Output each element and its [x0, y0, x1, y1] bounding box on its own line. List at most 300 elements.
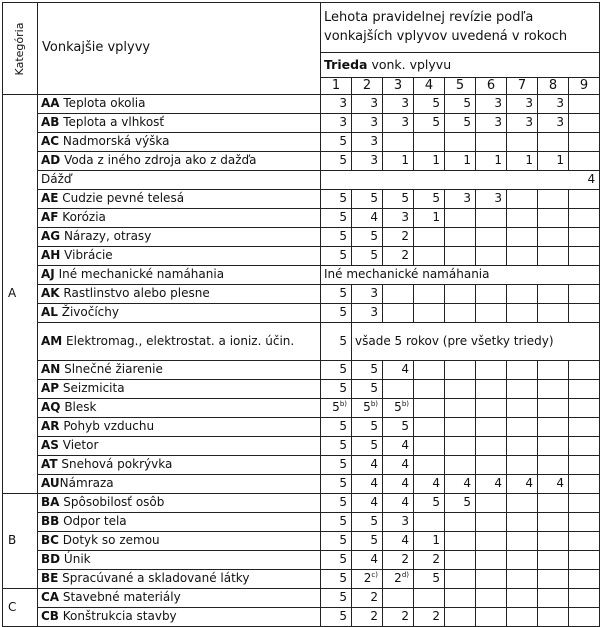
value-cell — [352, 152, 383, 171]
value-cell — [538, 532, 569, 551]
value-text: 5 — [339, 457, 347, 472]
influence-label: Spôsobilosť osôb — [59, 495, 165, 510]
value-text: 2 — [363, 571, 372, 586]
value-cell — [321, 570, 352, 589]
influence-code: AF — [41, 210, 59, 225]
influence-code: AA — [41, 96, 60, 111]
value-cell — [321, 380, 352, 399]
influence-label: Teplota okolia — [59, 96, 146, 111]
influence-name — [38, 171, 321, 190]
value-cell — [414, 285, 445, 304]
value-cell — [414, 209, 445, 228]
influence-label: Slnečné žiarenie — [60, 362, 163, 377]
value-cell — [569, 589, 600, 608]
table-row — [3, 380, 600, 399]
table-row — [3, 285, 600, 304]
value-cell — [569, 551, 600, 570]
value-text: 5 — [370, 229, 378, 244]
value-text: 5 — [339, 362, 347, 377]
value-cell — [507, 190, 538, 209]
value-cell — [352, 361, 383, 380]
influence-code: CB — [41, 609, 59, 624]
value-cell — [476, 247, 507, 266]
value-cell — [383, 114, 414, 133]
value-cell — [352, 399, 383, 418]
influence-name — [38, 551, 321, 570]
value-cell — [352, 133, 383, 152]
value-cell — [538, 152, 569, 171]
influence-name — [38, 380, 321, 399]
value-text: 2 — [401, 609, 409, 624]
category-a: A — [3, 95, 38, 494]
table-row — [3, 513, 600, 532]
value-cell — [414, 95, 445, 114]
influence-code: BB — [41, 514, 60, 529]
value-cell — [538, 133, 569, 152]
value-cell — [321, 114, 352, 133]
value-cell — [321, 361, 352, 380]
value-cell — [383, 247, 414, 266]
value-text: 1 — [525, 153, 533, 168]
value-cell — [476, 152, 507, 171]
class-header-4: 4 — [414, 78, 445, 95]
influence-code: AE — [41, 191, 59, 206]
influence-code: AB — [41, 115, 60, 130]
value-text: 5 — [432, 191, 440, 206]
value-cell — [321, 494, 352, 513]
value-text: 5 — [370, 533, 378, 548]
value-cell — [414, 532, 445, 551]
value-text: 4 — [401, 495, 409, 510]
value-text: 3 — [370, 115, 378, 130]
influence-code: AT — [41, 457, 58, 472]
value-cell — [383, 209, 414, 228]
header-vonkajsie-vplyvy: Vonkajšie vplyvy — [38, 3, 321, 95]
value-cell — [352, 95, 383, 114]
value-text: 3 — [463, 191, 471, 206]
value-cell — [321, 152, 352, 171]
value-text: 3 — [370, 96, 378, 111]
value-cell — [569, 95, 600, 114]
value-text: 4 — [401, 457, 409, 472]
value-text: 3 — [401, 514, 409, 529]
value-text: 2 — [370, 609, 378, 624]
value-text: 4 — [401, 438, 409, 453]
value-cell — [476, 304, 507, 323]
class-header-2: 2 — [352, 78, 383, 95]
value-cell — [569, 114, 600, 133]
value-text: 5 — [370, 191, 378, 206]
value-text: 4 — [370, 552, 378, 567]
value-cell — [538, 95, 569, 114]
value-cell — [352, 513, 383, 532]
value-text: 5 — [432, 495, 440, 510]
value-cell — [383, 437, 414, 456]
category-c: C — [3, 589, 38, 627]
influence-name — [38, 570, 321, 589]
influence-label: Voda z iného zdroja ako z dažďa — [60, 153, 257, 168]
influence-name — [38, 456, 321, 475]
value-text: 3 — [556, 96, 564, 111]
influence-code: CA — [41, 590, 60, 605]
value-cell — [538, 399, 569, 418]
value-cell — [414, 247, 445, 266]
influence-code: AD — [41, 153, 61, 168]
value-text: 5 — [339, 248, 347, 263]
value-cell — [352, 532, 383, 551]
influence-name — [38, 114, 321, 133]
influence-name — [38, 247, 321, 266]
value-cell — [476, 513, 507, 532]
value-cell — [445, 475, 476, 494]
influence-name — [38, 532, 321, 551]
footnote-marker: b) — [339, 400, 347, 409]
category-b: B — [3, 494, 38, 589]
class-header-1: 1 — [321, 78, 352, 95]
value-cell — [321, 133, 352, 152]
value-cell — [383, 95, 414, 114]
value-cell — [538, 513, 569, 532]
influence-code: AC — [41, 134, 60, 149]
value-cell — [476, 114, 507, 133]
value-cell — [321, 513, 352, 532]
value-cell — [414, 570, 445, 589]
influence-label: Nárazy, otrasy — [60, 229, 152, 244]
influence-name — [38, 437, 321, 456]
value-cell — [321, 551, 352, 570]
value-text: 5 — [339, 514, 347, 529]
value-text: 5 — [339, 153, 347, 168]
influence-label: Snehová pokrývka — [57, 457, 173, 472]
value-cell — [321, 399, 352, 418]
value-text: 3 — [494, 191, 502, 206]
table-row — [3, 247, 600, 266]
value-cell — [507, 494, 538, 513]
influence-label: Pohyb vzduchu — [59, 419, 155, 434]
table-row — [3, 437, 600, 456]
influence-code: AP — [41, 381, 60, 396]
influence-name — [38, 228, 321, 247]
value-text: 5 — [463, 495, 471, 510]
value-text: 3 — [370, 305, 378, 320]
value-text: 5 — [363, 400, 371, 415]
value-cell — [569, 304, 600, 323]
value-text: 1 — [556, 153, 564, 168]
value-cell — [569, 456, 600, 475]
influence-name — [38, 285, 321, 304]
value-text: 4 — [370, 495, 378, 510]
value-cell — [352, 475, 383, 494]
value-text: 5 — [394, 400, 402, 415]
influence-label: Živočíchy — [57, 305, 119, 320]
influence-label: Únik — [60, 552, 91, 567]
value-cell — [507, 513, 538, 532]
value-cell — [414, 228, 445, 247]
value-text: 1 — [432, 533, 440, 548]
value-cell — [569, 399, 600, 418]
footnote-marker: b) — [370, 400, 378, 409]
table-row — [3, 589, 600, 608]
value-cell — [352, 551, 383, 570]
value-cell — [383, 532, 414, 551]
influence-label: Spracúvané a skladované látky — [58, 571, 250, 586]
value-text: 5 — [339, 552, 347, 567]
table-row — [3, 323, 600, 361]
header-trieda: Trieda vonk. vplyvu — [321, 53, 600, 78]
footnote-marker: d) — [401, 571, 409, 580]
influence-code: AL — [41, 305, 58, 320]
value-text: 1 — [401, 153, 409, 168]
value-cell — [445, 228, 476, 247]
value-cell — [538, 475, 569, 494]
class-header-7: 7 — [507, 78, 538, 95]
value-text: 4 — [401, 533, 409, 548]
table-row — [3, 494, 600, 513]
value-text: 4 — [401, 362, 409, 377]
influence-code: BD — [41, 552, 61, 567]
value-cell — [476, 399, 507, 418]
value-text: 1 — [494, 153, 502, 168]
value-cell — [383, 399, 414, 418]
value-cell — [569, 380, 600, 399]
value-cell — [414, 361, 445, 380]
table-row — [3, 133, 600, 152]
value-cell — [476, 532, 507, 551]
dazd-value: 4 — [321, 171, 600, 190]
table-row — [3, 228, 600, 247]
value-text: 3 — [339, 115, 347, 130]
value-cell — [507, 361, 538, 380]
value-cell — [414, 133, 445, 152]
influence-code: AU — [41, 476, 60, 491]
value-cell — [569, 570, 600, 589]
influence-label: Dotyk so zemou — [58, 533, 160, 548]
table-row — [3, 361, 600, 380]
value-cell — [383, 551, 414, 570]
value-text: 5 — [370, 248, 378, 263]
value-cell — [321, 418, 352, 437]
value-text: 5 — [370, 362, 378, 377]
value-cell — [414, 551, 445, 570]
influence-code: AJ — [41, 267, 55, 282]
value-text: 5 — [339, 476, 347, 491]
value-cell — [569, 285, 600, 304]
value-text: 5 — [339, 419, 347, 434]
influence-label: Dážď — [41, 172, 72, 187]
value-cell — [383, 152, 414, 171]
value-cell — [569, 494, 600, 513]
value-cell — [383, 418, 414, 437]
value-cell — [507, 437, 538, 456]
influence-name — [38, 513, 321, 532]
value-cell — [507, 380, 538, 399]
header-lehota-title: Lehota pravidelnej revízie podľa vonkajších vplyvov uvedená v rokoch — [321, 3, 600, 53]
value-text: 4 — [463, 476, 471, 491]
value-cell — [507, 247, 538, 266]
value-cell — [538, 209, 569, 228]
influence-label: Cudzie pevné telesá — [58, 191, 185, 206]
value-text: 2 — [401, 229, 409, 244]
value-text: 4 — [432, 476, 440, 491]
value-text: 4 — [370, 476, 378, 491]
value-text: 5 — [370, 514, 378, 529]
value-cell — [507, 228, 538, 247]
value-cell: 5 — [321, 323, 352, 361]
value-cell — [414, 380, 445, 399]
table-row — [3, 114, 600, 133]
value-cell — [538, 228, 569, 247]
value-cell — [569, 152, 600, 171]
value-text: 3 — [525, 115, 533, 130]
value-text: 2 — [370, 590, 378, 605]
value-cell — [352, 418, 383, 437]
value-text: 3 — [401, 115, 409, 130]
value-cell — [476, 209, 507, 228]
value-cell — [445, 114, 476, 133]
value-cell — [538, 285, 569, 304]
value-cell — [569, 437, 600, 456]
value-cell — [507, 133, 538, 152]
value-text: 5 — [339, 134, 347, 149]
value-text: 5 — [339, 286, 347, 301]
value-cell — [383, 285, 414, 304]
influence-name — [38, 190, 321, 209]
value-cell — [507, 304, 538, 323]
value-cell — [445, 95, 476, 114]
class-header-8: 8 — [538, 78, 569, 95]
value-cell — [538, 247, 569, 266]
influence-label: Nadmorská výška — [59, 134, 170, 149]
value-cell — [383, 456, 414, 475]
value-cell — [569, 190, 600, 209]
influence-name — [38, 418, 321, 437]
value-cell — [414, 494, 445, 513]
influence-code: AQ — [41, 400, 61, 415]
value-text: 1 — [432, 210, 440, 225]
value-cell — [538, 551, 569, 570]
influence-code: AG — [41, 229, 61, 244]
value-text: 4 — [525, 476, 533, 491]
value-cell — [476, 380, 507, 399]
value-cell — [538, 361, 569, 380]
header-kategoria: Kategória — [3, 3, 38, 95]
influence-name — [38, 152, 321, 171]
merged-note: Iné mechanické namáhania — [321, 266, 600, 285]
value-cell — [476, 95, 507, 114]
value-cell — [352, 228, 383, 247]
influence-label: Stavebné materiály — [59, 590, 181, 605]
value-cell — [507, 418, 538, 437]
value-cell — [445, 437, 476, 456]
influence-label: Seizmicita — [59, 381, 125, 396]
value-text: 3 — [494, 96, 502, 111]
value-cell — [476, 361, 507, 380]
table-row — [3, 456, 600, 475]
influence-label: Teplota a vlhkosť — [59, 115, 165, 130]
value-cell — [383, 570, 414, 589]
table-row — [3, 171, 600, 190]
table-row — [3, 209, 600, 228]
value-cell — [476, 437, 507, 456]
value-cell — [569, 418, 600, 437]
value-cell — [445, 513, 476, 532]
value-text: 1 — [432, 153, 440, 168]
influence-code: BC — [41, 533, 59, 548]
value-text: 1 — [463, 153, 471, 168]
value-text: 4 — [556, 476, 564, 491]
value-cell — [414, 190, 445, 209]
value-cell — [414, 418, 445, 437]
value-cell — [507, 95, 538, 114]
table-row — [3, 266, 600, 285]
value-cell — [445, 418, 476, 437]
influence-label: Vietor — [58, 438, 99, 453]
value-cell — [352, 380, 383, 399]
value-cell — [383, 513, 414, 532]
influence-name — [38, 304, 321, 323]
influence-name — [38, 266, 321, 285]
value-text: 5 — [339, 305, 347, 320]
value-text: 5 — [432, 115, 440, 130]
value-cell — [476, 475, 507, 494]
value-cell — [476, 133, 507, 152]
influence-label: Elektromag., elektrostat. a ioniz. účin. — [62, 333, 295, 348]
value-cell — [321, 209, 352, 228]
table-row — [3, 304, 600, 323]
value-cell — [507, 399, 538, 418]
value-cell — [538, 190, 569, 209]
merged-note: všade 5 rokov (pre všetky triedy) — [352, 323, 600, 361]
value-cell — [352, 589, 383, 608]
value-cell — [352, 304, 383, 323]
value-cell — [476, 551, 507, 570]
value-cell — [569, 532, 600, 551]
value-cell — [538, 589, 569, 608]
value-text: 5 — [339, 495, 347, 510]
value-cell — [321, 247, 352, 266]
value-cell — [445, 494, 476, 513]
value-cell — [414, 152, 445, 171]
value-cell — [414, 456, 445, 475]
value-cell — [445, 247, 476, 266]
value-cell — [321, 190, 352, 209]
table-row — [3, 399, 600, 418]
value-cell — [321, 304, 352, 323]
value-cell — [445, 209, 476, 228]
table-row — [3, 475, 600, 494]
value-cell — [383, 190, 414, 209]
value-cell — [507, 152, 538, 171]
value-cell — [538, 456, 569, 475]
value-cell — [414, 114, 445, 133]
value-cell — [569, 475, 600, 494]
value-cell — [538, 437, 569, 456]
value-text: 2 — [432, 609, 440, 624]
value-cell — [538, 418, 569, 437]
value-text: 3 — [401, 210, 409, 225]
value-cell — [321, 532, 352, 551]
value-cell — [445, 285, 476, 304]
value-text: 5 — [339, 438, 347, 453]
value-cell — [507, 532, 538, 551]
value-cell — [445, 399, 476, 418]
table-row — [3, 570, 600, 589]
value-cell — [569, 209, 600, 228]
value-cell — [476, 228, 507, 247]
value-text: 3 — [339, 96, 347, 111]
influence-name — [38, 399, 321, 418]
value-cell — [321, 285, 352, 304]
